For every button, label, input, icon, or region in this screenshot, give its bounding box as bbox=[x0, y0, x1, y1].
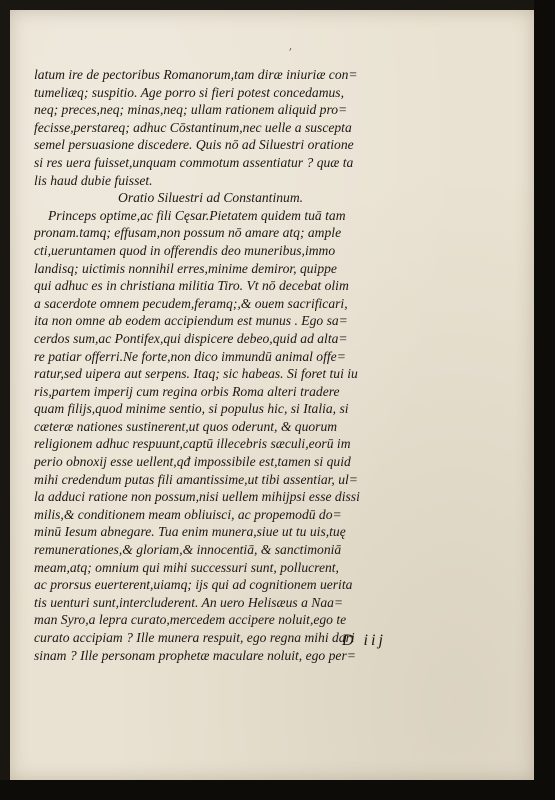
book-page bbox=[10, 10, 534, 780]
text-line: latum ire de pectoribus Romanorum,tam diræ iniuriæ con= bbox=[34, 67, 358, 82]
text-line: remunerationes,& gloriam,& innocentiā, & sanctimoniā bbox=[34, 542, 342, 558]
text-line: curato accipiam ? Ille munera respuit, ego regna mihi dari bbox=[34, 630, 355, 645]
page-stain: ʼ bbox=[288, 46, 292, 60]
text-line: qui adhuc es in christiana militia Tiro. Vt nō decebat olim bbox=[34, 278, 349, 294]
text-line: tis uenturi sunt,intercluderent. An uero Helisæus a Naa= bbox=[34, 594, 344, 610]
signature-mark: D iij bbox=[342, 632, 386, 649]
text-line: ac prorsus euerterent,uiamq; ijs qui ad cognitionem uerita bbox=[34, 577, 353, 593]
text-line: a sacerdote omnem pecudem,feramq;,& ouem sacrificari, bbox=[34, 295, 348, 311]
text-line: minū Iesum abnegare. Tua enim munera,siue ut tu uis,tuę bbox=[34, 524, 346, 540]
page-text bbox=[34, 66, 434, 664]
text-line: landisq; uictimis nonnihil erres,minime demiror, quippe bbox=[34, 260, 337, 276]
text-line: ita non omne ab eodem accipiendum est munus . Ego sa= bbox=[34, 313, 348, 329]
text-line: semel persuasione discedere. Quis nō ad Siluestri oratione bbox=[34, 137, 354, 153]
text-line: cti,ueruntamen quod in offerendis deo muneribus,immo bbox=[34, 242, 336, 258]
text-line: religionem adhuc respuunt,captū illecebris sæculi,eorū im bbox=[34, 436, 351, 452]
text-line: mihi credendum putas fili amantissime,ut tibi assentiar, ul= bbox=[34, 471, 358, 487]
text-line: cæteræ nationes sustinerent,ut quos oderunt, & quorum bbox=[34, 418, 338, 434]
text-line: cerdos sum,ac Pontifex,qui dispicere debeo,quid ad alta= bbox=[34, 330, 348, 346]
text-line: meam,atq; omnium qui mihi successuri sunt, pollucrent, bbox=[34, 559, 339, 575]
text-line: lis haud dubie fuisset. bbox=[34, 172, 153, 188]
scan-border-bottom bbox=[0, 780, 555, 800]
text-line: milis,& conditionem meam obliuisci, ac propemodū do= bbox=[34, 506, 342, 522]
text-line: perio obnoxij esse uellent,qđ impossibile est,tamen si quid bbox=[34, 454, 351, 470]
text-line: pronam.tamq; effusam,non possum nō amare atq; ample bbox=[34, 225, 342, 241]
text-line: man Syro,a lepra curato,mercedem accipere noluit,ego te bbox=[34, 612, 347, 628]
text-line: ris,partem imperij cum regina orbis Roma alteri tradere bbox=[34, 383, 340, 399]
text-line: la adduci ratione non possum,nisi uellem mihijpsi esse dissi bbox=[34, 489, 360, 505]
text-line: tumeliæq; suspitio. Age porro si fieri potest concedamus, bbox=[34, 84, 344, 100]
section-heading: Oratio Siluestri ad Constantinum. bbox=[118, 190, 304, 206]
scan-border-right bbox=[534, 0, 555, 800]
text-line: Princeps optime,ac fili Cęsar.Pietatem quidem tuā tam bbox=[48, 207, 346, 223]
text-line: quam filijs,quod minime sentio, si populus hic, si Italia, si bbox=[34, 401, 349, 417]
text-line: neq; preces,neq; minas,neq; ullam rationem aliquid pro= bbox=[34, 102, 348, 118]
text-line: si res uera fuisset,unquam commotum assentiatur ? quæ ta bbox=[34, 154, 354, 170]
text-line: fecisse,perstareq; adhuc Cōstantinum,nec uelle a suscepta bbox=[34, 119, 352, 135]
text-line: sinam ? Ille personam prophetæ maculare noluit, ego per= bbox=[34, 647, 356, 663]
text-line: re patiar offerri.Ne forte,non dico immundū animal offe= bbox=[34, 348, 346, 364]
text-line: ratur,sed uipera aut serpens. Itaq; sic habeas. Si foret tui iu bbox=[34, 366, 358, 382]
